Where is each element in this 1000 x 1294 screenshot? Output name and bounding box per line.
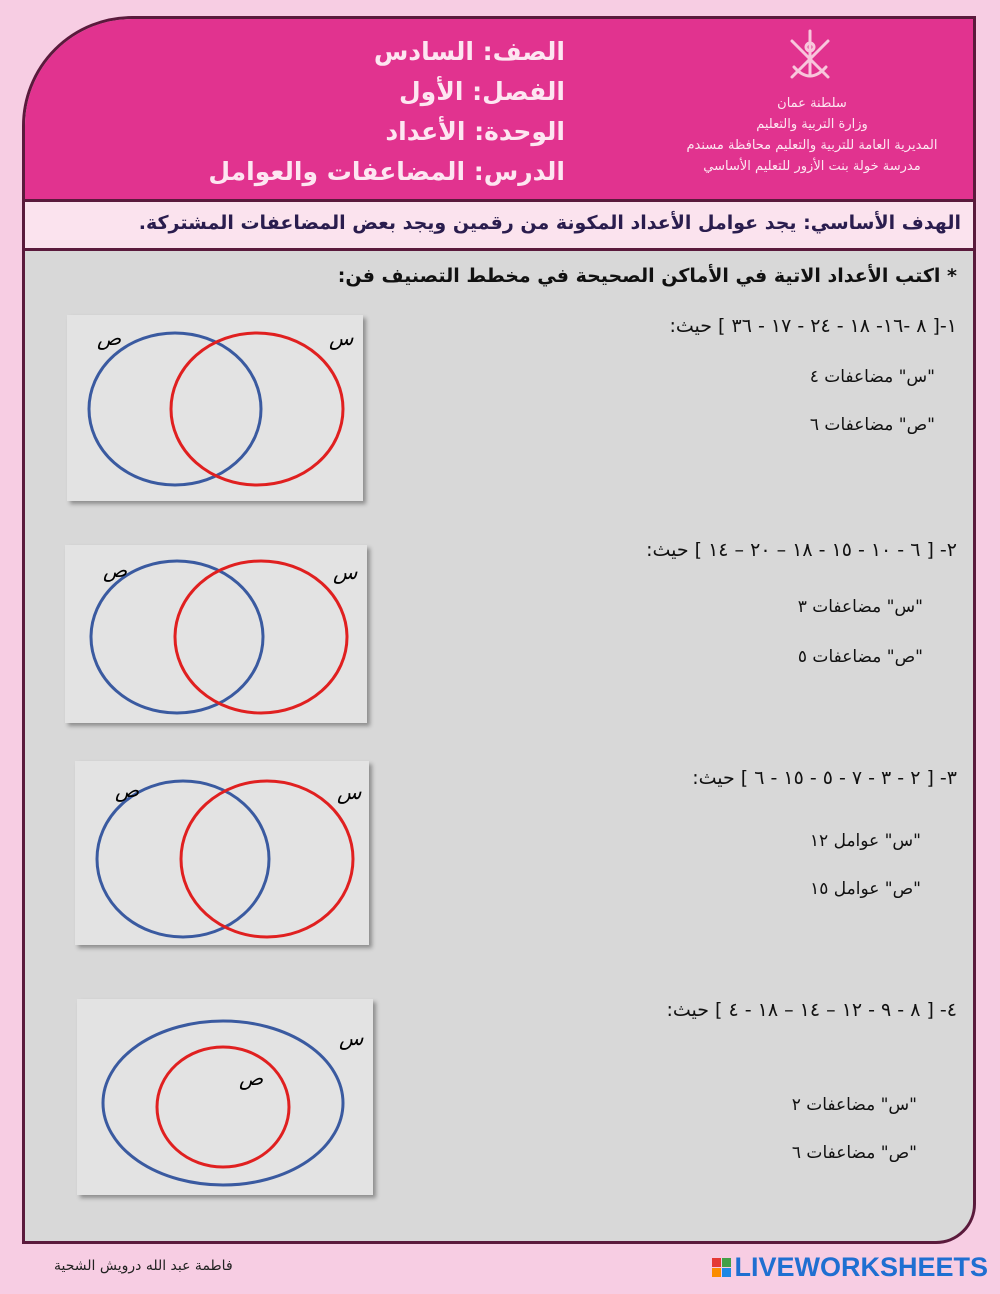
liveworksheets-brand: LIVEWORKSHEETS [734,1251,988,1282]
ministry-line: المديرية العامة للتربية والتعليم محافظة مسندم [686,138,938,153]
liveworksheets-logo[interactable] [712,1252,988,1282]
question-2-s-definition: "س" مضاعفات ٣ [797,597,923,617]
circle-s [171,333,343,485]
question-1-numbers: ١-[ ٨ -١٦- ١٨ - ٢٤ - ١٧ - ٣٦ ] حيث: [669,315,957,337]
question-2-numbers: ٢- [ ٦ - ١٠ - ١٥ - ١٨ – ٢٠ – ١٤ ] حيث: [646,539,957,561]
term-label: الفصل: الأول [398,77,565,106]
liveworksheets-icon [712,1258,731,1277]
venn-diagram-3[interactable] [75,761,369,945]
header-banner [25,19,973,199]
ministry-block [647,93,976,177]
unit-label: الوحدة: الأعداد [385,117,565,146]
venn-diagram-1[interactable] [67,315,363,501]
question-4-s-definition: "س" مضاعفات ٢ [791,1095,917,1115]
question-3-numbers: ٣- [ ٢ - ٣ - ٧ - ٥ - ١٥ - ٦ ] حيث: [692,767,957,789]
question-3-s-definition: "س" عوامل ١٢ [809,831,921,851]
ministry-line: سلطنة عمان [777,96,847,111]
circle-p [89,333,261,485]
goal-bar [25,199,973,251]
venn-label-p: ص [239,1066,264,1090]
venn-label-p: ص [97,326,122,350]
oman-emblem-icon [780,27,840,97]
venn-label-s: س [333,560,358,584]
circle-s [181,781,353,937]
question-2-p-definition: "ص" مضاعفات ٥ [797,647,923,667]
venn-label-s: س [339,1026,364,1050]
grade-label: الصف: السادس [373,37,565,66]
circle-p [91,561,263,713]
venn-label-s: س [329,326,354,350]
venn-label-s: س [337,780,362,804]
worksheet-frame [22,16,976,1244]
circle-p-inner [157,1047,289,1167]
author-name: فاطمة عبد الله درويش الشحية [54,1258,233,1274]
question-3-p-definition: "ص" عوامل ١٥ [810,879,921,899]
question-4-p-definition: "ص" مضاعفات ٦ [791,1143,917,1163]
venn-diagram-4[interactable] [77,999,373,1195]
lesson-label: الدرس: المضاعفات والعوامل [208,157,565,186]
venn-label-p: ص [103,558,128,582]
question-1-s-definition: "س" مضاعفات ٤ [809,367,935,387]
venn-diagram-2[interactable] [65,545,367,723]
ministry-line: وزارة التربية والتعليم [756,117,868,132]
venn-label-p: ص [115,778,140,802]
ministry-line: مدرسة خولة بنت الأزور للتعليم الأساسي [703,159,921,174]
circle-s [175,561,347,713]
circle-p [97,781,269,937]
question-1-p-definition: "ص" مضاعفات ٦ [809,415,935,435]
instruction-text: * اكتب الأعداد الاتية في الأماكن الصحيحة في مخطط التصنيف فن: [337,265,957,287]
goal-text: الهدف الأساسي: يجد عوامل الأعداد المكونة من رقمين ويجد بعض المضاعفات المشتركة. [138,212,961,234]
question-4-numbers: ٤- [ ٨ - ٩ - ١٢ – ١٤ – ١٨ - ٤ ] حيث: [666,999,957,1021]
